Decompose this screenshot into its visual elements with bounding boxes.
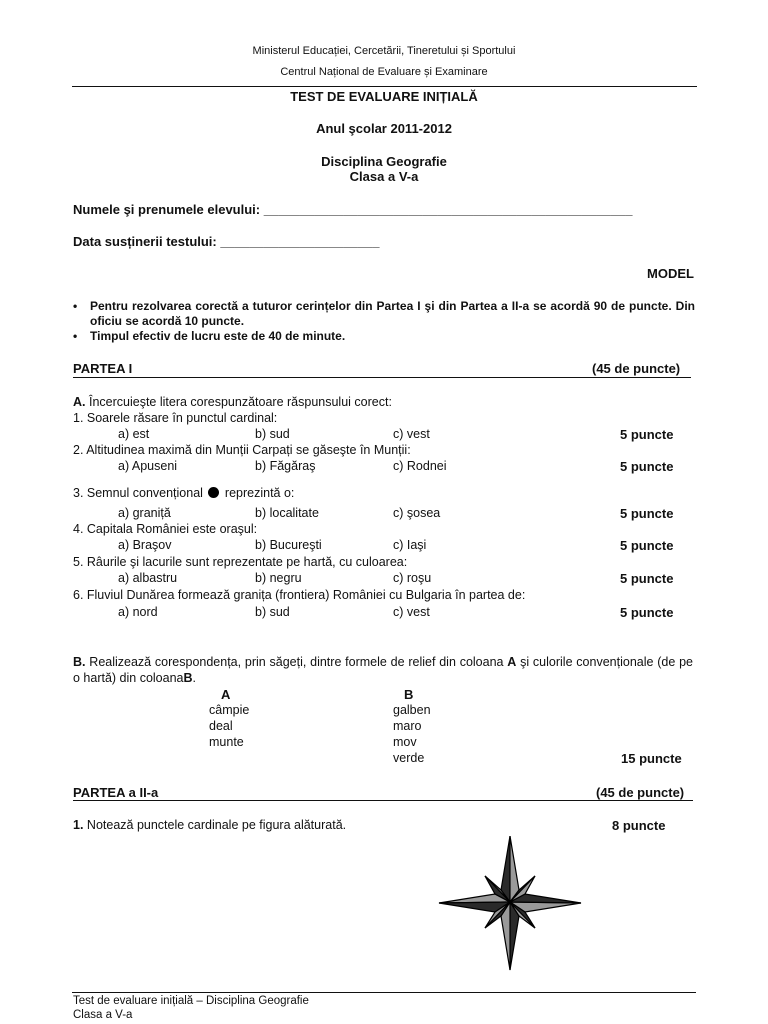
option-a[interactable]: a) Apuseni [118, 459, 178, 473]
part2-q1-text: Notează punctele cardinale pe figura alăturată. [86, 818, 347, 832]
compass-rose-icon [437, 836, 583, 972]
option-b[interactable]: b) Făgăraş [255, 459, 316, 473]
option-a[interactable]: a) Braşov [118, 538, 172, 552]
instruction-item [73, 299, 695, 329]
column-a-ref: A [507, 655, 517, 669]
option-c[interactable]: c) Iaşi [393, 538, 427, 552]
question-6: 6. Fluviul Dunărea formează granița (frontiera) României cu Bulgaria în partea de: [73, 588, 526, 602]
option-a[interactable]: a) nord [118, 605, 158, 619]
part1-points: (45 de puncte) [592, 361, 681, 376]
points-label: 5 puncte [620, 506, 674, 521]
sectionB-text: şi culorile convenționale (de pe o hartă) din coloana [73, 655, 693, 685]
option-b[interactable]: b) sud [255, 605, 290, 619]
color-item[interactable]: galben [393, 703, 431, 717]
student-name-field[interactable]: Numele şi prenumele elevului: ___________________________________________________ [73, 202, 633, 217]
relief-item[interactable]: deal [209, 719, 233, 733]
instruction-text: Timpul efectiv de lucru este de 40 de minute. [90, 329, 346, 343]
part2-q1-number: 1. [73, 818, 84, 832]
part2-title: PARTEA a II-a [73, 785, 159, 800]
question-5: 5. Râurile şi lacurile sunt reprezentate pe hartă, cu culoarea: [73, 555, 408, 569]
question-3-text-end: reprezintă o: [224, 486, 295, 500]
color-item[interactable]: mov [393, 735, 417, 749]
part2-question-1 [73, 818, 346, 832]
color-item[interactable]: verde [393, 751, 425, 765]
sectionB-instruction [73, 654, 693, 686]
school-year: Anul şcolar 2011-2012 [316, 121, 452, 136]
option-c[interactable]: c) roşu [393, 571, 432, 585]
sectionA-text: Încercuieşte litera corespunzătoare răspunsului corect: [88, 395, 392, 409]
locality-dot-icon [208, 487, 219, 498]
discipline: Disciplina Geografie [321, 154, 447, 169]
sectionA-instruction [73, 395, 392, 409]
question-3-text: 3. Semnul convențional [73, 486, 203, 500]
part1-underline [73, 377, 691, 378]
option-b[interactable]: b) sud [255, 427, 290, 441]
option-c[interactable]: c) vest [393, 427, 430, 441]
option-b[interactable]: b) negru [255, 571, 302, 585]
header-divider [72, 86, 697, 87]
ministry-header: Ministerul Educației, Cercetării, Tineretului și Sportului [252, 45, 516, 57]
part1-title: PARTEA I [73, 361, 133, 376]
footer-line-1: Test de evaluare inițială – Disciplina Geografie [73, 995, 309, 1007]
question-3 [73, 486, 294, 500]
sectionB-text: . [192, 671, 197, 685]
option-a[interactable]: a) albastru [118, 571, 178, 585]
class-level: Clasa a V-a [349, 169, 419, 184]
sectionA-letter: A. [73, 395, 86, 409]
instructions-list [73, 299, 695, 344]
test-title: TEST DE EVALUARE INIȚIALĂ [290, 89, 478, 104]
model-label: MODEL [647, 266, 694, 281]
points-label: 5 puncte [620, 538, 674, 553]
option-b[interactable]: b) localitate [255, 506, 319, 520]
option-b[interactable]: b) Bucureşti [255, 538, 322, 552]
center-header: Centrul Național de Evaluare și Examinare [280, 66, 488, 78]
bullet-icon: • [73, 329, 78, 343]
option-c[interactable]: c) vest [393, 605, 430, 619]
option-a[interactable]: a) graniță [118, 506, 171, 520]
sectionB-points: 15 puncte [621, 751, 682, 766]
column-b-header: B [404, 687, 414, 702]
part2-q1-points: 8 puncte [612, 818, 666, 833]
sectionB-letter: B. [73, 655, 86, 669]
column-b-ref: B [183, 671, 193, 685]
part2-points: (45 de puncte) [596, 785, 685, 800]
points-label: 5 puncte [620, 605, 674, 620]
sectionB-text: Realizează corespondența, prin săgeți, dintre formele de relief din coloana [89, 655, 504, 669]
relief-item[interactable]: munte [209, 735, 244, 749]
instruction-item [73, 329, 695, 344]
option-a[interactable]: a) est [118, 427, 150, 441]
relief-item[interactable]: câmpie [209, 703, 250, 717]
test-date-field[interactable]: Data susținerii testului: ______________________ [73, 234, 380, 249]
question-2: 2. Altitudinea maximă din Munții Carpați se găseşte în Munții: [73, 443, 411, 457]
question-4: 4. Capitala României este oraşul: [73, 522, 258, 536]
question-1: 1. Soarele răsare în punctul cardinal: [73, 411, 278, 425]
color-item[interactable]: maro [393, 719, 422, 733]
footer-line-2: Clasa a V-a [73, 1009, 133, 1021]
option-c[interactable]: c) şosea [393, 506, 441, 520]
footer-divider [72, 992, 696, 993]
points-label: 5 puncte [620, 427, 674, 442]
column-a-header: A [221, 687, 231, 702]
points-label: 5 puncte [620, 459, 674, 474]
option-c[interactable]: c) Rodnei [393, 459, 447, 473]
bullet-icon: • [73, 299, 78, 313]
points-label: 5 puncte [620, 571, 674, 586]
part2-underline [73, 800, 693, 801]
instruction-text: Pentru rezolvarea corectă a tuturor cerințelor din Partea I şi din Partea a II-a se acordă 90 de puncte. Din oficiu se acordă 10 puncte. [90, 299, 695, 328]
